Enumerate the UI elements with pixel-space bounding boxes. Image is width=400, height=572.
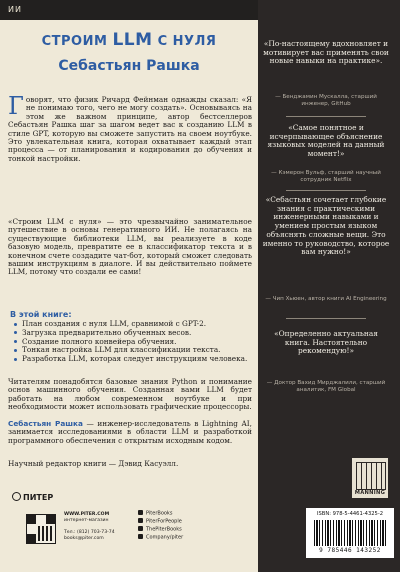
- quote-2-attribution: — Кэмерон Вульф, старший научный сотрудник Netflix: [271, 170, 381, 183]
- social-icon: [138, 526, 143, 531]
- about-author-paragraph: [8, 420, 252, 445]
- intro-paragraph: [8, 92, 252, 163]
- quote-1: «По-настоящему вдохновляет и мотивирует вас применять свои новые навыки на практике».: [263, 39, 389, 66]
- barcode-digits: 9 785446 143252: [319, 547, 381, 554]
- social-row: Company/piter: [138, 534, 218, 542]
- quote-3: «Себастьян сочетает глубокие знания с практическими инженерными навыками и умением простым языком объяснять сложные вещи. Это именно то руководство, которое вам нужно!»: [262, 195, 390, 257]
- isbn-number: ISBN: 978-5-4461-4325-2: [316, 511, 384, 517]
- quote-divider: [286, 318, 366, 319]
- drop-cap: Г: [8, 92, 24, 120]
- bullet-icon: [14, 358, 17, 361]
- publisher-logo: ПИТЕР: [12, 492, 53, 502]
- quote-3-attribution: — Чип Хьюен, автор книги AI Engineering: [265, 296, 387, 302]
- list-item: Разработка LLM, которая следует инструкциям человека.: [14, 355, 248, 363]
- in-book-heading: В этой книге:: [10, 310, 72, 319]
- title-prefix: СТРОИМ: [41, 34, 108, 49]
- social-row: PiterForPeople: [138, 518, 218, 526]
- social-icon: [138, 510, 143, 515]
- manning-ship-icon: [356, 462, 386, 490]
- intro-text: оворят, что физик Ричард Фейнман однажды сказал: «Я не понимаю того, чего не могу создать». Основываясь на этом же важном принципе, автор бестселлеров Себастьян Рашка шаг за шагом ведет вас к созданию LLM в стиле GPT, которую вы сможете запустить на своем ноутбуке. Это увлекательная книга, которая охватывает каждый этап процесса — от планирования и кодирования до обучения и тонкой настройки.: [8, 95, 252, 163]
- list-item: Тонкая настройка LLM для классификации текста.: [14, 346, 248, 354]
- social-row: PiterBooks: [138, 510, 218, 518]
- title-big: LLM: [112, 30, 153, 50]
- title-suffix: С НУЛЯ: [157, 34, 217, 49]
- editor-line: Научный редактор книги — Дэвид Касуэлл.: [8, 459, 179, 468]
- quote-divider: [286, 116, 366, 117]
- series-bar: [0, 0, 258, 20]
- list-item: Загрузка предварительно обученных весов.: [14, 329, 248, 337]
- in-book-list: [14, 320, 248, 364]
- bullet-icon: [14, 323, 17, 326]
- publisher-contacts: WWW.PITER.COM интернет-магазин Тел.: (812) 703-73-74 books@piter.com: [64, 512, 115, 541]
- quote-4: «Определенно актуальная книга. Настоятельно рекомендую!»: [274, 329, 378, 356]
- list-item: Создание полного конвейера обучения.: [14, 338, 248, 346]
- bullet-icon: [14, 349, 17, 352]
- social-icon: [138, 518, 143, 523]
- social-row: ThePiterBooks: [138, 526, 218, 534]
- isbn-barcode-block: [306, 508, 394, 558]
- list-item: План создания с нуля LLM, сравнимой с GPT-2.: [14, 320, 248, 328]
- publisher-footer: [8, 492, 252, 568]
- publisher-mark-icon: [12, 492, 21, 501]
- quote-2: «Самое понятное и исчерпывающее объяснение языковых моделей на данный момент!»: [267, 123, 385, 159]
- social-icon: [138, 534, 143, 539]
- quote-divider: [286, 190, 366, 191]
- series-mark: ИИ: [8, 5, 22, 14]
- quote-4-attribution: — Доктор Вахид Мирджалили, старший аналитик, FM Global: [266, 380, 386, 393]
- requirements-paragraph: Читателям понадобятся базовые знания Python и понимание основ машинного обучения. Созданная вами LLM будет работать на любом современном ноутбуке и при необходимости может использовать графические процессоры.: [8, 377, 252, 412]
- description-paragraph: «Строим LLM с нуля» — это чрезвычайно занимательное путешествие в основы генеративного ИИ. Не полагаясь на существующие библиотеки LLM, вы реализуете в коде базовую модель, превратите ее в классификатор текста и в конечном счете создадите чат-бот, который сможет следовать вашим инструкциям в диалоге. И вы действительно поймете LLM, потому что создали ее сами!: [8, 217, 252, 277]
- manning-logo: MANNING: [352, 458, 388, 498]
- barcode-icon: [314, 520, 386, 546]
- about-author-name: Себастьян Рашка: [8, 419, 83, 428]
- qr-code-icon: [26, 514, 56, 544]
- quote-1-attribution: — Бенджамин Мускалла, старший инженер, GitHub: [275, 94, 377, 107]
- about-author-text: — инженер-исследователь в Lightning AI, занимается исследованиями в области LLM и разработкой программного обеспечения с открытым исходным кодом.: [8, 419, 252, 445]
- book-author: Себастьян Рашка: [58, 58, 200, 74]
- bullet-icon: [14, 340, 17, 343]
- book-title: [0, 30, 258, 50]
- bullet-icon: [14, 331, 17, 334]
- publisher-socials: [138, 510, 218, 542]
